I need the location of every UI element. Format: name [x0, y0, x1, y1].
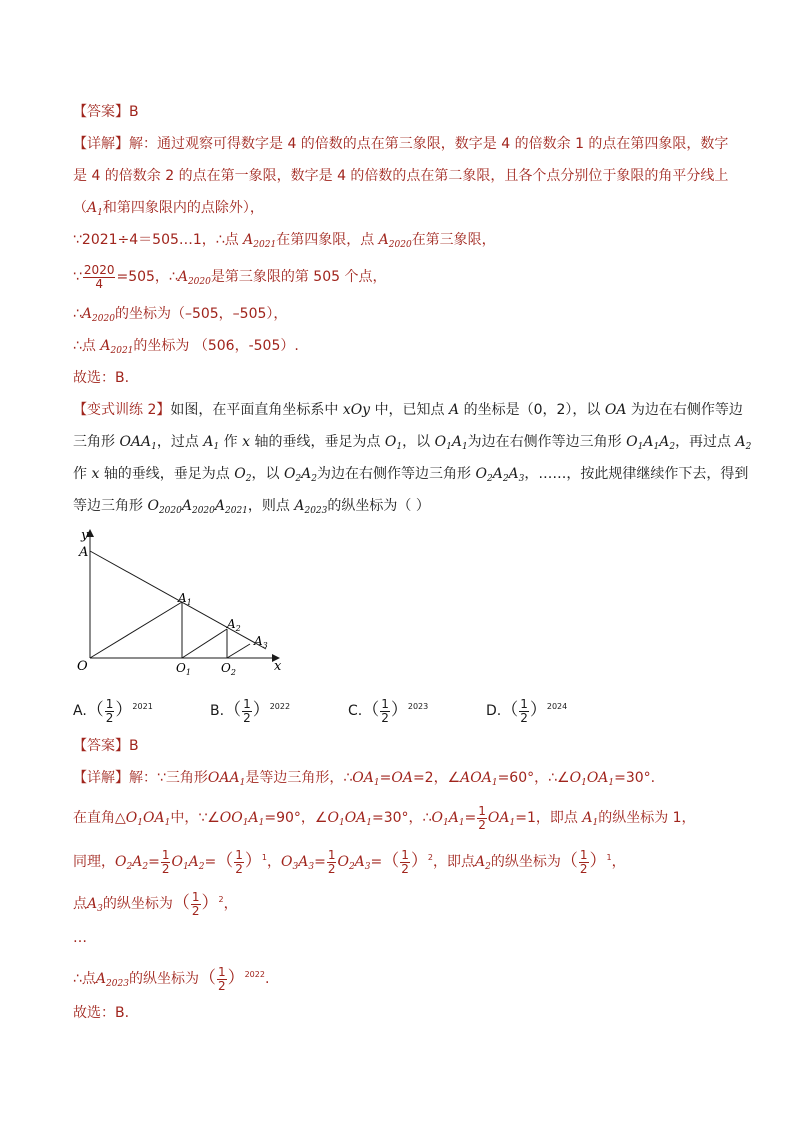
question-line-1: 【变式训练 2】如图，在平面直角坐标系中 xOy 中，已知点 A 的坐标是（0，2），以 OA 为边在右侧作等边	[73, 402, 743, 418]
option-c[interactable]: C.（ $\frac{1}{2}$ ）$^{2023}$	[348, 696, 429, 725]
coordinate-figure	[70, 525, 290, 680]
detail-2-line-2: 在直角$\triangle O_1OA_1$中，$\because\angle OO_1A_1=90^\circ$，$\angle O_1OA_1=30^\circ$，$\therefore O_1A_1=$ $\frac{1}{2}$ $OA_1=1$，即点 $A_1$的纵坐标为 1，	[73, 803, 696, 832]
segment-o1-a2	[182, 629, 227, 658]
variant-label: 【变式训练 2】	[73, 402, 171, 418]
detail-1-line-2: 是 4 的倍数余 2 的点在第一象限，数字是 4 的倍数的点在第二象限，且各个点分别位于象限的角平分线上	[73, 168, 729, 184]
option-b[interactable]: B.（ $\frac{1}{2}$ ）$^{2022}$	[210, 696, 291, 725]
label-x: x	[274, 659, 282, 674]
label-y: y	[81, 528, 89, 543]
detail-label: 【详解】	[73, 136, 129, 152]
question-line-4: 等边三角形 $O_{2020}A_{2020}A_{2021}$，则点 $A_{2023}$的纵坐标为（ ）	[73, 498, 430, 516]
option-d[interactable]: D.（ $\frac{1}{2}$ ）$^{2024}$	[486, 696, 568, 725]
question-line-2: 三角形 $OAA_1$，过点 $A_1$ 作 x 轴的垂线，垂足为点 $O_1$，以 $O_1A_1$为边在右侧作等边三角形 $O_1A_1A_2$，再过点 $A_2$	[73, 434, 752, 452]
fraction: $\frac{2020}{4}$	[83, 262, 115, 291]
answer-value: B	[129, 104, 139, 120]
detail-2-line-7: 故选：B.	[73, 1005, 130, 1021]
label-a2: $A_2$	[227, 617, 241, 633]
answer-2: 【答案】B	[73, 738, 139, 754]
label-o2: $O_2$	[221, 661, 236, 677]
segment-o-a1	[90, 602, 182, 658]
detail-1-line-4: ∵2021÷4＝505…1，∴点 $A_{2021}$在第四象限，点 $A_{2020}$在第三象限，	[73, 232, 496, 250]
label-o1: $O_1$	[176, 661, 191, 677]
segment-o2-a3	[227, 644, 250, 658]
label-a: A	[79, 545, 89, 560]
label-o: O	[77, 659, 88, 674]
detail-1-line-6: $\therefore A_{2020}$的坐标为（–505，–505），	[73, 306, 288, 324]
detail-2-line-4: 点$A_3$的纵坐标为（ $\frac{1}{2}$ ）$^2$，	[73, 889, 238, 918]
detail-2-line-5: …	[73, 930, 87, 946]
detail-1-line-7: ∴点 $A_{2021}$的坐标为 （506，-505）.	[73, 338, 299, 356]
detail-2-line-1: 【详解】解：∵三角形$OAA_1$是等边三角形，$\therefore OA_1=OA=2$，$\angle AOA_1=60^\circ$，$\therefore\angle O_1OA_1=30^\circ$.	[73, 770, 656, 788]
detail-1-line-5: ∵ $\frac{2020}{4}$ =505，$\therefore A_{2020}$是第三象限的第 505 个点，	[73, 262, 387, 291]
detail-1-line-8: 故选：B.	[73, 370, 130, 386]
label-a3: $A_3$	[254, 634, 268, 650]
label-a1: $A_1$	[178, 591, 192, 607]
option-a[interactable]: A.（ $\frac{1}{2}$ ）$^{2021}$	[73, 696, 153, 725]
detail-2-line-3: 同理，$O_2A_2=$ $\frac{1}{2}$ $O_1A_2=$（ $\frac{1}{2}$ ）$^1$，$O_3A_3=$ $\frac{1}{2}$ $O_2A_3=$（ $\frac{1}{2}$ ）$^2$，即点$A_2$的纵坐标为（ $\frac{1}{2}$ ）$^1$，	[73, 847, 626, 876]
detail-2-line-6: ∴点$A_{2023}$的纵坐标为（ $\frac{1}{2}$ ）$^{2022}$.	[73, 964, 270, 993]
answer-label: 【答案】	[73, 104, 129, 120]
detail-1-line-3: （$A_1$和第四象限内的点除外），	[73, 200, 264, 218]
detail-1-line-1: 【详解】解：通过观察可得数字是 4 的倍数的点在第三象限，数字是 4 的倍数余 1 的点在第四象限，数字	[73, 136, 729, 152]
question-line-3: 作 x 轴的垂线，垂足为点 $O_2$，以 $O_2A_2$为边在右侧作等边三角形 $O_2A_2A_3$，……，按此规律继续作下去，得到	[73, 466, 749, 484]
answer-1	[73, 102, 139, 122]
